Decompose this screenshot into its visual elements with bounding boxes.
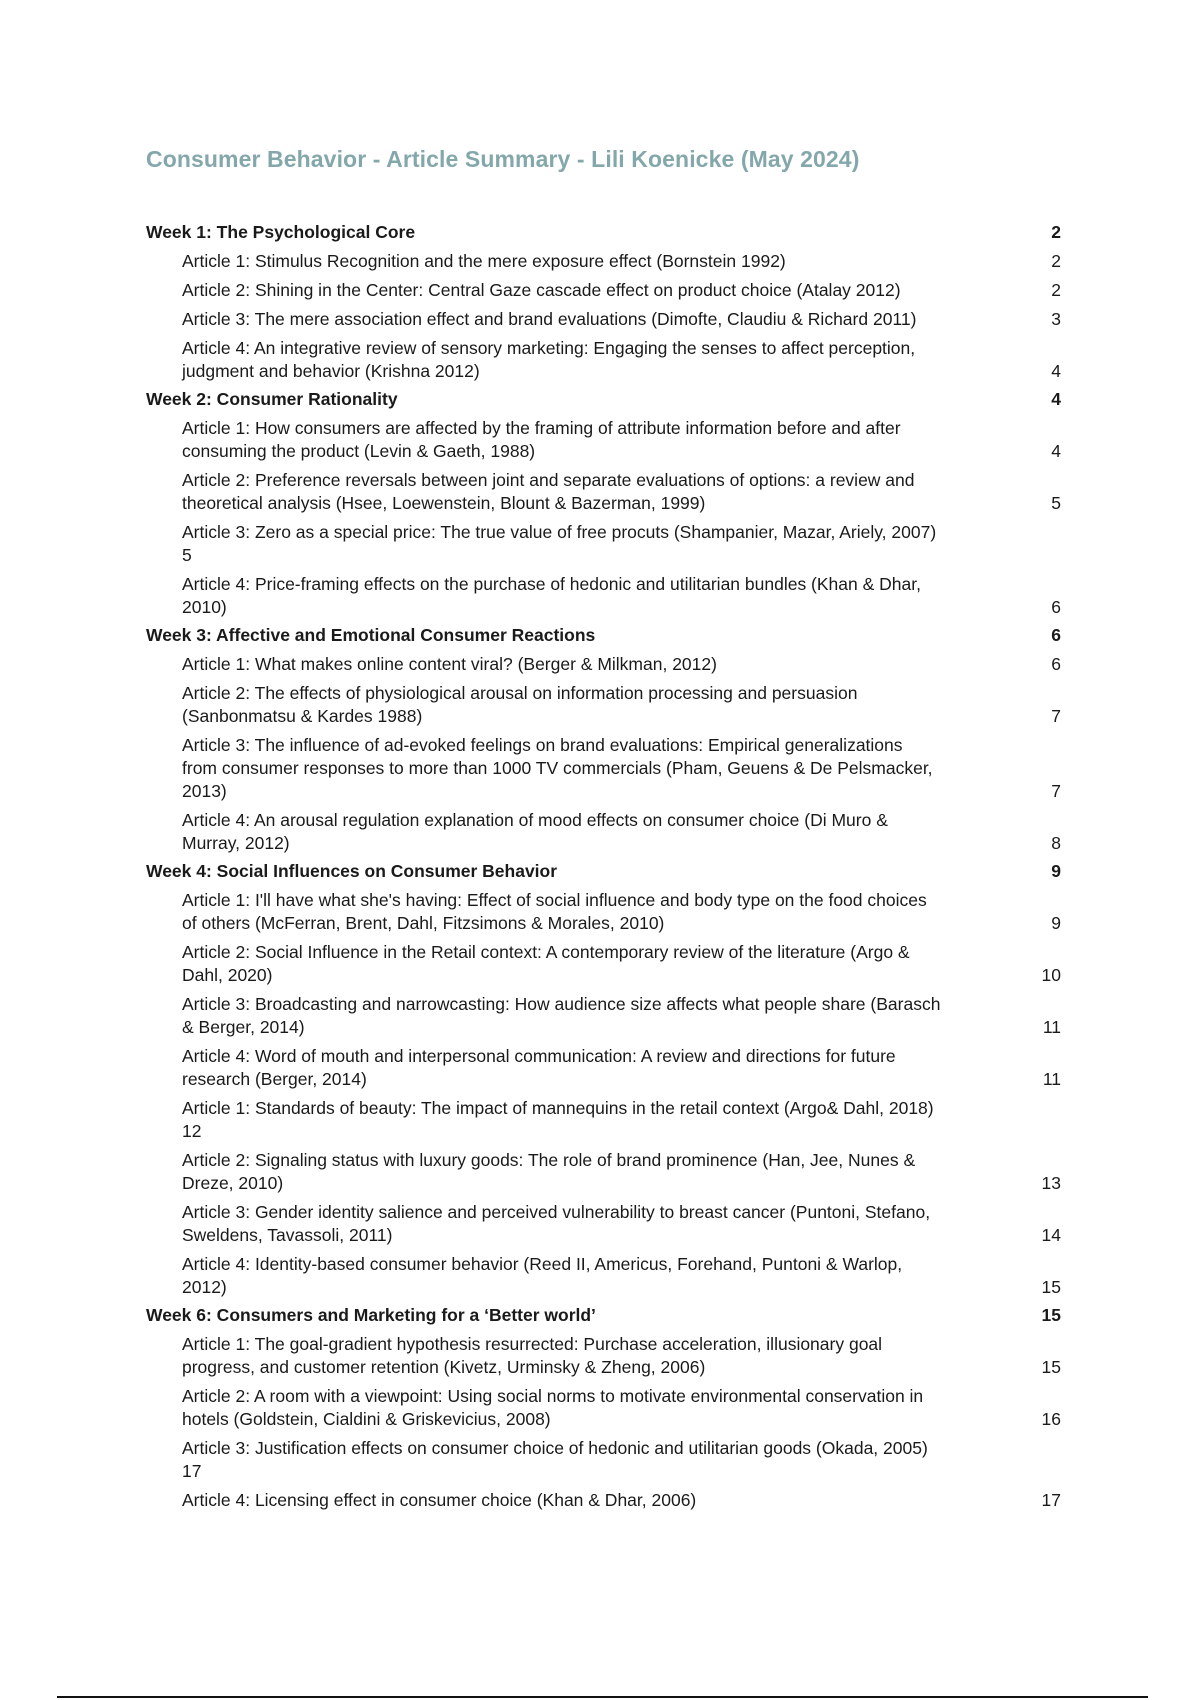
week-title: Week 1: The Psychological Core	[146, 222, 416, 242]
article-title-line: Article 3: Zero as a special price: The true value of free procuts (Shampanier, Mazar, Ariely, 2007)	[182, 522, 937, 542]
toc-article-entry[interactable]	[146, 1097, 1061, 1143]
toc-week-heading[interactable]	[146, 221, 1061, 244]
toc-article-entry[interactable]	[146, 734, 1061, 803]
week-title: Week 6: Consumers and Marketing for a ‘Better world’	[146, 1305, 596, 1325]
article-title-line: Article 3: The mere association effect and brand evaluations (Dimofte, Claudiu & Richard 2011)	[182, 309, 917, 329]
page-number: 4	[1051, 441, 1061, 461]
article-title-line: Dreze, 2010)	[182, 1173, 284, 1193]
page-number: 15	[1041, 1305, 1061, 1325]
article-title-line: Article 4: Identity-based consumer behavior (Reed II, Americus, Forehand, Puntoni & Warlop,	[182, 1254, 903, 1274]
toc-article-entry[interactable]	[146, 250, 1061, 273]
article-title-line: Sweldens, Tavassoli, 2011)	[182, 1225, 393, 1245]
page-number: 9	[1051, 861, 1061, 881]
article-title-line: 2010)	[182, 597, 227, 617]
article-title-line: Article 1: What makes online content viral? (Berger & Milkman, 2012)	[182, 654, 717, 674]
toc-article-entry[interactable]	[146, 521, 1061, 567]
article-title-line: consuming the product (Levin & Gaeth, 1988)	[182, 441, 536, 461]
page-number: 5	[182, 545, 192, 565]
toc-week-heading[interactable]	[146, 388, 1061, 411]
article-title-line: Article 4: An arousal regulation explanation of mood effects on consumer choice (Di Muro &	[182, 810, 888, 830]
toc-article-entry[interactable]	[146, 889, 1061, 935]
toc-week-heading[interactable]	[146, 1304, 1061, 1327]
toc-article-entry[interactable]	[146, 809, 1061, 855]
page-divider	[57, 1696, 1148, 1698]
page-number: 6	[1051, 597, 1061, 617]
page-number: 5	[1051, 493, 1061, 513]
article-title-line: Murray, 2012)	[182, 833, 290, 853]
toc-article-entry[interactable]	[146, 573, 1061, 619]
page-number: 17	[182, 1461, 202, 1481]
page-number: 12	[182, 1121, 202, 1141]
article-title-line: Article 3: Gender identity salience and perceived vulnerability to breast cancer (Puntoni, Stefano,	[182, 1202, 931, 1222]
article-title-line: Article 3: Broadcasting and narrowcasting: How audience size affects what people share (Barasch	[182, 994, 941, 1014]
toc-article-entry[interactable]	[146, 337, 1061, 383]
toc-article-entry[interactable]	[146, 1333, 1061, 1379]
page-number: 8	[1051, 833, 1061, 853]
article-title-line: Article 3: The influence of ad-evoked feelings on brand evaluations: Empirical generalizations	[182, 735, 903, 755]
article-title-line: Article 3: Justification effects on consumer choice of hedonic and utilitarian goods (Okada, 2005)	[182, 1438, 928, 1458]
toc-article-entry[interactable]	[146, 1045, 1061, 1091]
document-title: Consumer Behavior - Article Summary - Lili Koenicke (May 2024)	[146, 146, 860, 172]
toc-article-entry[interactable]	[146, 469, 1061, 515]
toc-article-entry[interactable]	[146, 653, 1061, 676]
article-title-line: hotels (Goldstein, Cialdini & Griskevicius, 2008)	[182, 1409, 551, 1429]
toc-article-entry[interactable]	[146, 1149, 1061, 1195]
article-title-line: Article 1: Standards of beauty: The impact of mannequins in the retail context (Argo& Dahl, 2018)	[182, 1098, 934, 1118]
page-number: 4	[1051, 361, 1061, 381]
article-title-line: of others (McFerran, Brent, Dahl, Fitzsimons & Morales, 2010)	[182, 913, 665, 933]
article-title-line: Article 4: Word of mouth and interpersonal communication: A review and directions for future	[182, 1046, 896, 1066]
page-number: 13	[1041, 1173, 1061, 1193]
article-title-line: Article 2: Signaling status with luxury goods: The role of brand prominence (Han, Jee, Nunes &	[182, 1150, 916, 1170]
table-of-contents	[146, 216, 1061, 1512]
page-number: 15	[1041, 1277, 1061, 1297]
article-title-line: from consumer responses to more than 1000 TV commercials (Pham, Geuens & De Pelsmacker,	[182, 758, 933, 778]
article-title-line: Article 2: The effects of physiological arousal on information processing and persuasion	[182, 683, 858, 703]
article-title-line: Article 2: A room with a viewpoint: Using social norms to motivate environmental conservation in	[182, 1386, 924, 1406]
page-number: 17	[1041, 1490, 1061, 1510]
page-number: 2	[1051, 251, 1061, 271]
page-number: 6	[1051, 625, 1061, 645]
page-number: 7	[1051, 706, 1061, 726]
toc-article-entry[interactable]	[146, 279, 1061, 302]
page-number: 15	[1041, 1357, 1061, 1377]
article-title-line: Article 4: Licensing effect in consumer choice (Khan & Dhar, 2006)	[182, 1490, 697, 1510]
page-number: 10	[1041, 965, 1061, 985]
article-title-line: theoretical analysis (Hsee, Loewenstein, Blount & Bazerman, 1999)	[182, 493, 706, 513]
article-title-line: (Sanbonmatsu & Kardes 1988)	[182, 706, 423, 726]
article-title-line: Article 4: Price-framing effects on the purchase of hedonic and utilitarian bundles (Khan & Dhar,	[182, 574, 921, 594]
article-title-line: research (Berger, 2014)	[182, 1069, 367, 1089]
page-number: 11	[1042, 1017, 1061, 1037]
article-title-line: Article 2: Preference reversals between joint and separate evaluations of options: a review and	[182, 470, 915, 490]
page-number: 11	[1042, 1069, 1061, 1089]
article-title-line: Dahl, 2020)	[182, 965, 273, 985]
article-title-line: Article 2: Social Influence in the Retail context: A contemporary review of the literature (Argo &	[182, 942, 910, 962]
article-title-line: Article 4: An integrative review of sensory marketing: Engaging the senses to affect perception,	[182, 338, 916, 358]
page-number: 2	[1051, 222, 1061, 242]
page-number: 4	[1051, 389, 1061, 409]
article-title-line: 2012)	[182, 1277, 227, 1297]
page-number: 3	[1051, 309, 1061, 329]
toc-week-heading[interactable]	[146, 624, 1061, 647]
toc-article-entry[interactable]	[146, 1489, 1061, 1512]
week-title: Week 4: Social Influences on Consumer Behavior	[146, 861, 558, 881]
article-title-line: judgment and behavior (Krishna 2012)	[182, 361, 480, 381]
toc-article-entry[interactable]	[146, 417, 1061, 463]
article-title-line: Article 1: The goal-gradient hypothesis resurrected: Purchase acceleration, illusionary goal	[182, 1334, 883, 1354]
article-title-line: & Berger, 2014)	[182, 1017, 305, 1037]
toc-article-entry[interactable]	[146, 682, 1061, 728]
article-title-line: Article 1: Stimulus Recognition and the mere exposure effect (Bornstein 1992)	[182, 251, 786, 271]
page-number: 7	[1051, 781, 1061, 801]
toc-article-entry[interactable]	[146, 993, 1061, 1039]
page-number: 9	[1051, 913, 1061, 933]
page-number: 2	[1051, 280, 1061, 300]
toc-week-heading[interactable]	[146, 860, 1061, 883]
toc-article-entry[interactable]	[146, 1385, 1061, 1431]
toc-article-entry[interactable]	[146, 1201, 1061, 1247]
page-number: 14	[1041, 1225, 1061, 1245]
page-number: 16	[1041, 1409, 1061, 1429]
article-title-line: Article 2: Shining in the Center: Central Gaze cascade effect on product choice (Atalay 2012)	[182, 280, 901, 300]
article-title-line: 2013)	[182, 781, 227, 801]
week-title: Week 2: Consumer Rationality	[146, 389, 398, 409]
week-title: Week 3: Affective and Emotional Consumer Reactions	[146, 625, 596, 645]
page-number: 6	[1051, 654, 1061, 674]
article-title-line: Article 1: How consumers are affected by the framing of attribute information before and after	[182, 418, 901, 438]
article-title-line: progress, and customer retention (Kivetz, Urminsky & Zheng, 2006)	[182, 1357, 706, 1377]
article-title-line: Article 1: I'll have what she's having: Effect of social influence and body type on the food choices	[182, 890, 927, 910]
toc-article-entry[interactable]	[146, 308, 1061, 331]
toc-article-entry[interactable]	[146, 1253, 1061, 1299]
toc-article-entry[interactable]	[146, 1437, 1061, 1483]
toc-article-entry[interactable]	[146, 941, 1061, 987]
